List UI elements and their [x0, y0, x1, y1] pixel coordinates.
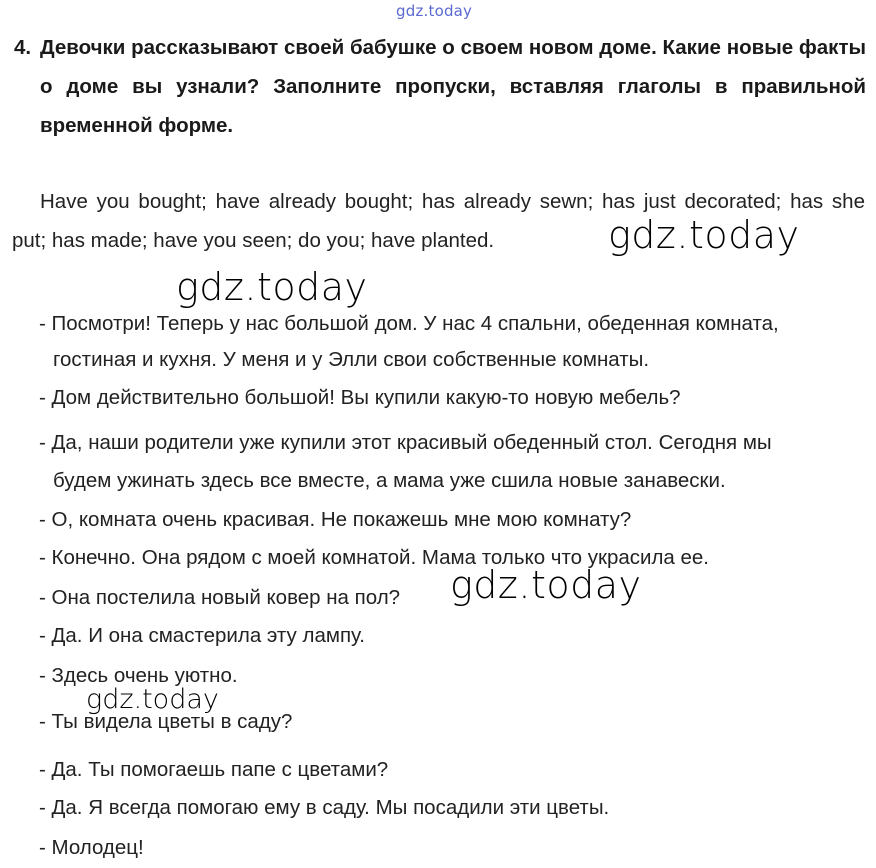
- watermark: gdz.today: [450, 563, 642, 607]
- task-block: [14, 28, 866, 145]
- dialog-line-text: - Посмотри! Теперь у нас большой дом. У нас 4 спальни, обеденная комната,: [39, 312, 779, 335]
- dialog-line: - О, комната очень красивая. Не покажешь мне мою комнату?: [39, 508, 632, 531]
- watermark-top: gdz.today: [396, 2, 473, 20]
- dialog-line: - Дом действительно большой! Вы купили какую-то новую мебель?: [39, 386, 681, 409]
- dialog-line: [39, 306, 865, 378]
- dialog-line: [39, 424, 865, 500]
- dialog-line: - Она постелила новый ковер на пол?: [39, 586, 401, 609]
- dialog-line-text: будем ужинать здесь все вместе, а мама уже сшила новые занавески.: [53, 469, 726, 492]
- dialog-line: - Конечно. Она рядом с моей комнатой. Мама только что украсила ее.: [39, 546, 710, 569]
- answer-key: Have you bought; have already bought; has already sewn; has just decorated; has she put; has made; have you seen; do you; have planted.: [12, 190, 865, 252]
- dialog-line: - Здесь очень уютно.: [39, 664, 238, 687]
- dialog-line: - Да. Ты помогаешь папе с цветами?: [39, 758, 389, 781]
- task-number: 4.: [14, 36, 32, 59]
- dialog-line-text: - Да, наши родители уже купили этот красивый обеденный стол. Сегодня мы: [39, 431, 772, 454]
- task-instructions: Девочки рассказывают своей бабушке о своем новом доме. Какие новые факты о доме вы узнали? Заполните пропуски, вставляя глаголы в правильной временной форме.: [40, 36, 866, 137]
- dialog-line: - Ты видела цветы в саду?: [39, 710, 293, 733]
- dialog-line: - Молодец!: [39, 836, 144, 859]
- watermark: gdz.today: [608, 213, 800, 257]
- dialog-line: - Да. Я всегда помогаю ему в саду. Мы посадили эти цветы.: [39, 796, 610, 819]
- dialog-line: - Да. И она смастерила эту лампу.: [39, 624, 365, 647]
- dialog-line-text: гостиная и кухня. У меня и у Элли свои собственные комнаты.: [53, 348, 650, 371]
- watermark: gdz.today: [176, 265, 368, 309]
- watermark: gdz.today: [86, 684, 219, 715]
